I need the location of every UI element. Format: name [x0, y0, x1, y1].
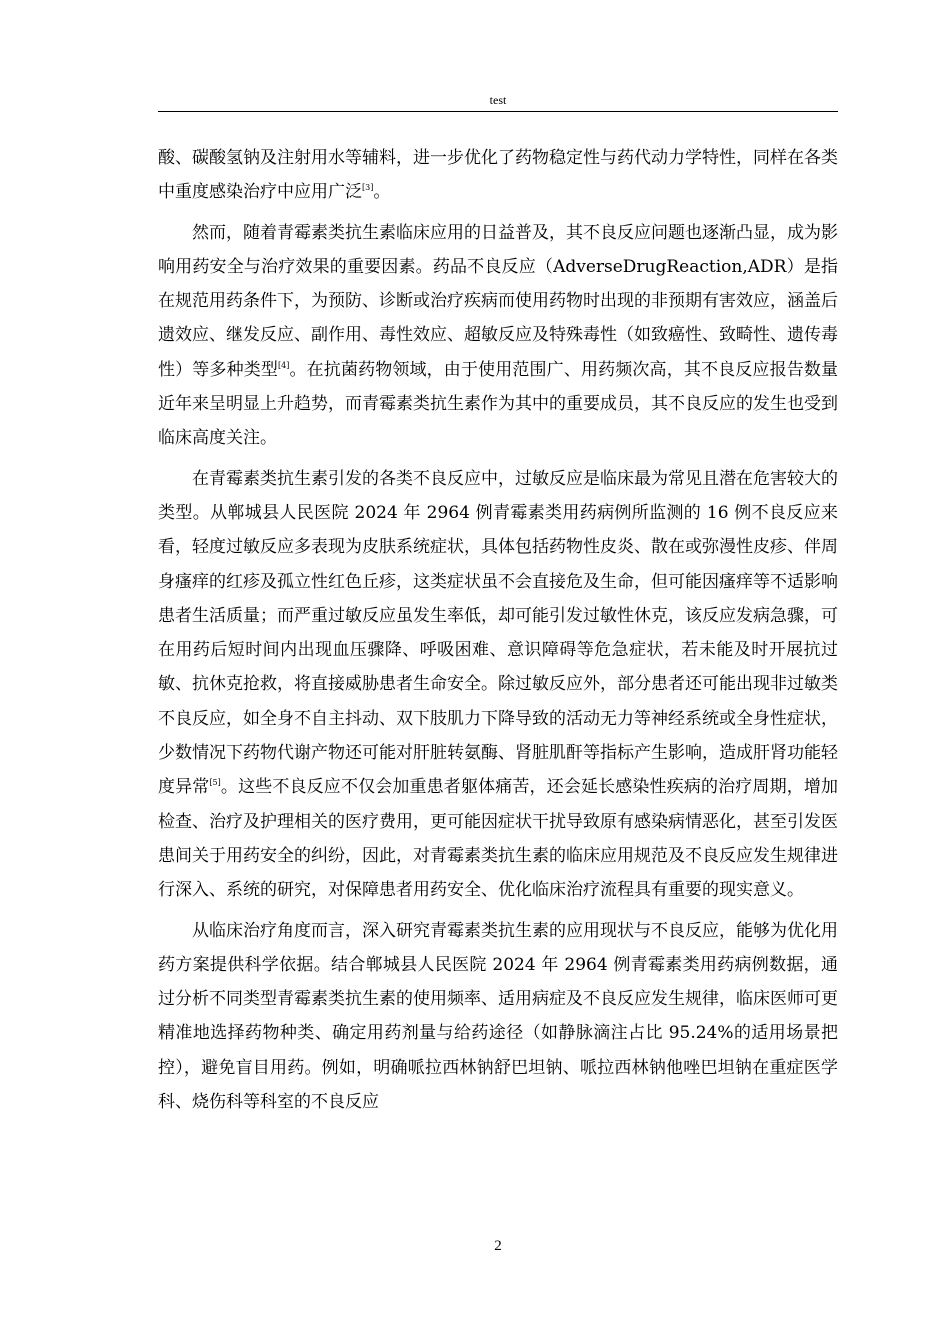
header-rule [158, 111, 838, 112]
running-header: test [489, 93, 507, 107]
paragraph-text: 从临床治疗角度而言，深入研究青霉素类抗生素的应用现状与不良反应，能够为优化用药方案提供科学依据。结合郸城县人民医院 2024 年 2964 例青霉素类用药病例数据，通过分析不同类型青霉素类抗生素的使用频率、适用病症及不良反应发生规律，临床医师可更精准地选择药物种类、确定用药剂量与给药途径（如静脉滴注占比 95.24%的适用场景把控），避免盲目用药。例如，明确哌拉西林钠舒巴坦钠、哌拉西林钠他唑巴坦钠在重症医学科、烧伤科等科室的不良反应 [158, 920, 838, 1113]
paragraph-text: 酸、碳酸氢钠及注射用水等辅料，进一步优化了药物稳定性与药代动力学特性，同样在各类中重度感染治疗中应用广泛 [158, 148, 838, 203]
paragraph-allergic-reactions [158, 462, 838, 908]
paragraph-text-tail: 。这些不良反应不仅会加重患者躯体痛苦，还会延长感染性疾病的治疗周期，增加检查、治疗及护理相关的医疗费用，更可能因症状干扰导致原有感染病情恶化，甚至引发医患间关于用药安全的纠纷，因此，对青霉素类抗生素的临床应用规范及不良反应发生规律进行深入、系统的研究，对保障患者用药安全、优化临床治疗流程具有重要的现实意义。 [158, 777, 839, 901]
citation-ref: [3] [362, 183, 374, 193]
body-text [158, 141, 838, 1119]
paragraph-clinical-significance [158, 914, 838, 1120]
paragraph-continued [158, 141, 838, 210]
paragraph-text-tail: 。在抗菌药物领域，由于使用范围广、用药频次高，其不良反应报告数量近年来呈明显上升趋势，而青霉素类抗生素作为其中的重要成员，其不良反应的发生也受到临床高度关注。 [158, 359, 838, 449]
citation-ref: [5] [209, 778, 221, 788]
page-number: 2 [494, 1238, 502, 1254]
paragraph-text: 然而，随着青霉素类抗生素临床应用的日益普及，其不良反应问题也逐渐凸显，成为影响用药安全与治疗效果的重要因素。药品不良反应（AdverseDrugReaction,ADR）是指在规范用药条件下，为预防、诊断或治疗疾病而使用药物时出现的非预期有害效应，涵盖后遗效应、继发反应、副作用、毒性效应、超敏反应及特殊毒性（如致癌性、致畸性、遗传毒性）等多种类型 [158, 222, 838, 380]
paragraph-text: 在青霉素类抗生素引发的各类不良反应中，过敏反应是临床最为常见且潜在危害较大的类型。从郸城县人民医院 2024 年 2964 例青霉素类用药病例所监测的 16 例不良反应来看，轻度过敏反应多表现为皮肤系统症状，具体包括药物性皮炎、散在或弥漫性皮疹、伴周身瘙痒的红疹及孤立性红色丘疹，这类症状虽不会直接危及生命，但可能因瘙痒等不适影响患者生活质量；而严重过敏反应虽发生率低，却可能引发过敏性休克，该反应发病急骤，可在用药后短时间内出现血压骤降、呼吸困难、意识障碍等危急症状，若未能及时开展抗过敏、抗休克抢救，将直接威胁患者生命安全。除过敏反应外，部分患者还可能出现非过敏类不良反应，如全身不自主抖动、双下肢肌力下降导致的活动无力等神经系统或全身性症状，少数情况下药物代谢产物还可能对肝脏转氨酶、肾脏肌酐等指标产生影响，造成肝肾功能轻度异常 [158, 468, 838, 798]
paragraph-adr-definition [158, 216, 838, 456]
paragraph-text-tail: 。 [373, 182, 391, 203]
citation-ref: [4] [278, 360, 290, 370]
